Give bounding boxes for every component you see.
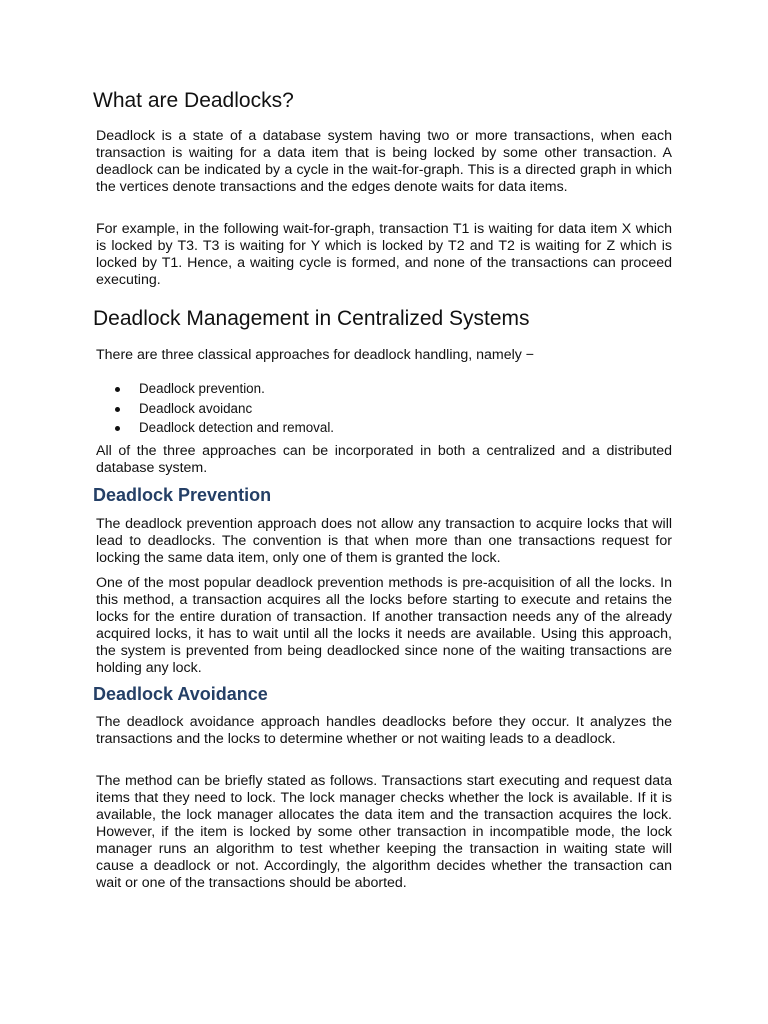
bullet-icon (115, 407, 120, 412)
list-item (112, 399, 334, 419)
list-item-label: Deadlock detection and removal. (139, 420, 335, 435)
paragraph-wait-for-graph-example: For example, in the following wait-for-graph, transaction T1 is waiting for data item X which is locked by T3. T3 is waiting for Y which is locked by T2 and T2 is waiting for Z which is locked by T1. Hence, a waiting cycle is formed, and none of the transactions can proceed executing. (96, 221, 672, 288)
heading-deadlock-management: Deadlock Management in Centralized Systems (93, 307, 530, 330)
paragraph-prevention-overview: The deadlock prevention approach does not allow any transaction to acquire locks that will lead to deadlocks. The convention is that when more than one transactions request for locking the same data item, only one of them is granted the lock. (96, 516, 672, 566)
bullet-icon (115, 387, 120, 392)
heading-deadlock-avoidance: Deadlock Avoidance (93, 684, 268, 704)
paragraph-avoidance-method: The method can be briefly stated as follows. Transactions start executing and request data items that they need to lock. The lock manager checks whether the lock is available. If it is available, the lock manager allocates the data item and the transaction acquires the lock. However, if the item is locked by some other transaction in incompatible mode, the lock manager runs an algorithm to test whether keeping the transaction in waiting state will cause a deadlock or not. Accordingly, the algorithm decides whether the transaction can wait or one of the transactions should be aborted. (96, 773, 672, 891)
paragraph-avoidance-overview: The deadlock avoidance approach handles deadlocks before they occur. It analyzes the transactions and the locks to determine whether or not waiting leads to a deadlock. (96, 714, 672, 747)
bullet-icon (115, 426, 120, 431)
list-item-label: Deadlock prevention. (139, 381, 265, 396)
approaches-list (112, 379, 334, 438)
paragraph-deadlock-definition: Deadlock is a state of a database system having two or more transactions, when each transaction is waiting for a data item that is being locked by some other transaction. A deadlock can be indicated by a cycle in the wait-for-graph. This is a directed graph in which the vertices denote transactions and the edges denote waits for data items. (96, 128, 672, 195)
list-item (112, 418, 334, 438)
paragraph-approaches-closing: All of the three approaches can be incorporated in both a centralized and a distributed database system. (96, 443, 672, 476)
paragraph-prevention-preacquisition: One of the most popular deadlock prevention methods is pre-acquisition of all the locks. In this method, a transaction acquires all the locks before starting to execute and retains the locks for the entire duration of transaction. If another transaction needs any of the already acquired locks, it has to wait until all the locks it needs are available. Using this approach, the system is prevented from being deadlocked since none of the waiting transactions are holding any lock. (96, 575, 672, 676)
heading-what-are-deadlocks: What are Deadlocks? (93, 89, 294, 112)
list-item (112, 379, 334, 399)
paragraph-approaches-intro: There are three classical approaches for deadlock handling, namely − (96, 347, 535, 363)
heading-deadlock-prevention: Deadlock Prevention (93, 485, 272, 505)
list-item-label: Deadlock avoidanc (139, 400, 253, 416)
